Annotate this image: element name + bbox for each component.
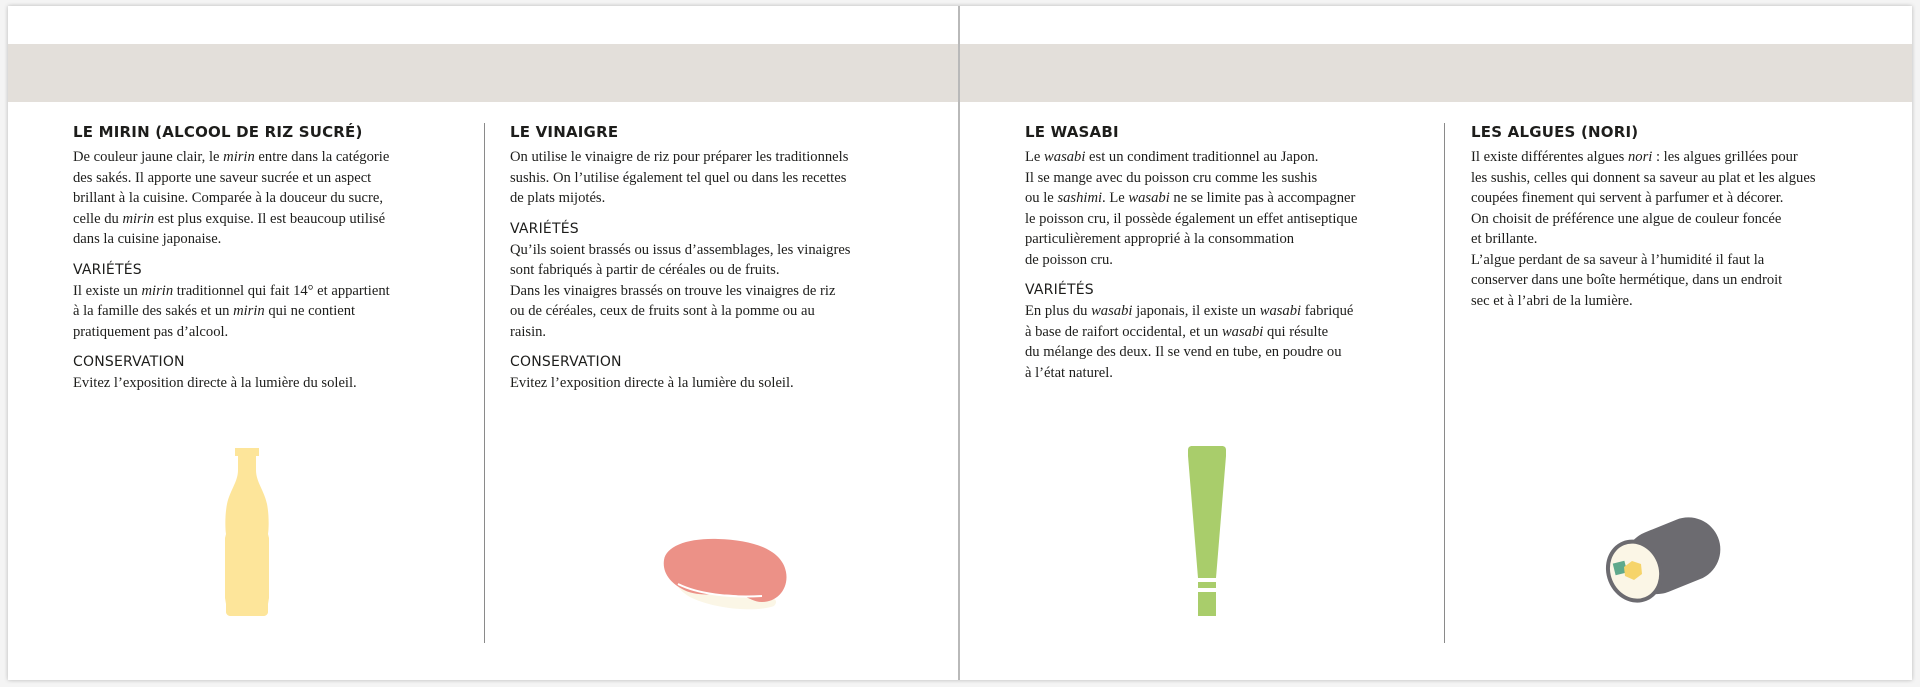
- section-mirin: [73, 123, 443, 394]
- section-text: [73, 147, 443, 250]
- varietes-title: VARIÉTÉS: [510, 220, 579, 237]
- section-text: [510, 147, 930, 209]
- text-line: Le wasabi est un condiment traditionnel au Japon.: [1025, 149, 1319, 165]
- wasabi-tube-body: [1188, 446, 1226, 578]
- section-title: LE MIRIN (ALCOOL DE RIZ SUCRÉ): [73, 123, 363, 141]
- text-line: L’algue perdant de sa saveur à l’humidité il faut la: [1471, 251, 1765, 268]
- text-line: Il existe un mirin traditionnel qui fait 14° et appartient: [73, 282, 390, 299]
- varietes-text: [1025, 301, 1425, 383]
- italic-term: wasabi: [1128, 190, 1170, 206]
- text-line: les sushis, celles qui donnent sa saveur au plat et les algues: [1471, 169, 1816, 186]
- varietes-text: [73, 281, 443, 343]
- text-line: On choisit de préférence une algue de couleur foncée: [1471, 210, 1782, 227]
- italic-term: wasabi: [1044, 149, 1086, 165]
- italic-term: nori: [1627, 149, 1653, 165]
- booklet-spread: [8, 6, 1912, 680]
- text-line: le poisson cru, il possède également un effet antiseptique: [1025, 210, 1358, 227]
- wasabi-tube-cap: [1198, 582, 1216, 588]
- text-line: celle du mirin est plus exquise. Il est beaucoup utilisé: [73, 210, 386, 227]
- text-line: sont fabriqués à partir de céréales ou de fruits.: [510, 262, 780, 278]
- text-line: particulièrement approprié à la consommation: [1025, 231, 1295, 247]
- italic-term: mirin: [233, 303, 265, 319]
- text-line: ou de céréales, ceux de fruits sont à la pomme ou au: [510, 303, 815, 319]
- column-divider: [1444, 123, 1445, 643]
- section-vinaigre: [510, 123, 930, 394]
- conservation-title: CONSERVATION: [510, 354, 622, 370]
- right-page: [960, 6, 1912, 680]
- conservation-text: [510, 373, 930, 394]
- text-line: du mélange des deux. Il se vend en tube, en poudre ou: [1025, 344, 1342, 360]
- italic-term: mirin: [141, 282, 174, 299]
- text-line: dans la cuisine japonaise.: [73, 231, 222, 247]
- italic-term: sashimi: [1057, 190, 1103, 206]
- wasabi-tube-nozzle: [1198, 592, 1216, 616]
- sushi-topping: [664, 539, 787, 602]
- italic-term: wasabi: [1091, 303, 1133, 319]
- conservation-title: CONSERVATION: [73, 354, 185, 370]
- italic-term: wasabi: [1259, 303, 1302, 319]
- text-line: On utilise le vinaigre de riz pour préparer les traditionnels: [510, 149, 849, 165]
- text-line: En plus du wasabi japonais, il existe un wasabi fabriqué: [1025, 303, 1354, 319]
- text-line: et brillante.: [1471, 231, 1538, 247]
- text-line: De couleur jaune clair, le mirin entre dans la catégorie: [73, 149, 390, 165]
- text-line: coupées finement qui servent à parfumer et à décorer.: [1471, 190, 1784, 206]
- mirin-bottle-shape: [225, 448, 269, 616]
- section-wasabi: [1025, 123, 1425, 383]
- vinegar-sushi-icon: [658, 536, 790, 612]
- italic-term: mirin: [122, 210, 155, 227]
- text-line: de plats mijotés.: [510, 190, 606, 206]
- text-line: à base de raifort occidental, et un wasabi qui résulte: [1025, 323, 1329, 340]
- text-line: pratiquement pas d’alcool.: [73, 323, 229, 340]
- varietes-title: VARIÉTÉS: [73, 261, 142, 278]
- text-line: ou le sashimi. Le wasabi ne se limite pas à accompagner: [1025, 190, 1356, 206]
- header-band: [960, 44, 1912, 102]
- text-line: Evitez l’exposition directe à la lumière du soleil.: [510, 375, 794, 391]
- varietes-text: [510, 240, 930, 343]
- text-line: Qu’ils soient brassés ou issus d’assemblages, les vinaigres: [510, 241, 851, 258]
- header-band: [8, 44, 960, 102]
- text-line: raisin.: [510, 323, 547, 340]
- left-page: [8, 6, 960, 680]
- text-line: à l’état naturel.: [1025, 364, 1113, 381]
- text-line: sushis. On l’utilise également tel quel ou dans les recettes: [510, 169, 847, 186]
- italic-term: mirin: [223, 149, 255, 165]
- text-line: conserver dans une boîte hermétique, dans un endroit: [1471, 272, 1783, 288]
- text-line: des sakés. Il apporte une saveur sucrée et un aspect: [73, 169, 372, 186]
- text-line: à la famille des sakés et un mirin qui ne contient: [73, 303, 356, 319]
- section-text: [1471, 147, 1881, 311]
- section-algues: [1471, 123, 1881, 311]
- text-line: Dans les vinaigres brassés on trouve les vinaigres de riz: [510, 282, 836, 299]
- text-line: sec et à l’abri de la lumière.: [1471, 292, 1633, 309]
- italic-term: wasabi: [1221, 323, 1264, 340]
- text-line: brillant à la cuisine. Comparée à la douceur du sucre,: [73, 190, 383, 206]
- nori-roll-group: [1597, 508, 1730, 610]
- text-line: Il existe différentes algues nori : les algues grillées pour: [1471, 149, 1798, 165]
- section-title: LES ALGUES (NORI): [1471, 123, 1639, 141]
- section-text: [1025, 147, 1425, 270]
- section-title: LE VINAIGRE: [510, 123, 619, 141]
- wasabi-tube-icon: [1186, 446, 1228, 616]
- text-line: Il se mange avec du poisson cru comme les sushis: [1025, 169, 1318, 186]
- section-title: LE WASABI: [1025, 123, 1119, 141]
- conservation-text: [73, 373, 443, 394]
- text-line: de poisson cru.: [1025, 251, 1113, 268]
- text-line: Evitez l’exposition directe à la lumière du soleil.: [73, 375, 357, 391]
- varietes-title: VARIÉTÉS: [1025, 282, 1094, 298]
- mirin-bottle-icon: [220, 448, 274, 616]
- column-divider: [484, 123, 485, 643]
- nori-roll-icon: [1596, 506, 1738, 610]
